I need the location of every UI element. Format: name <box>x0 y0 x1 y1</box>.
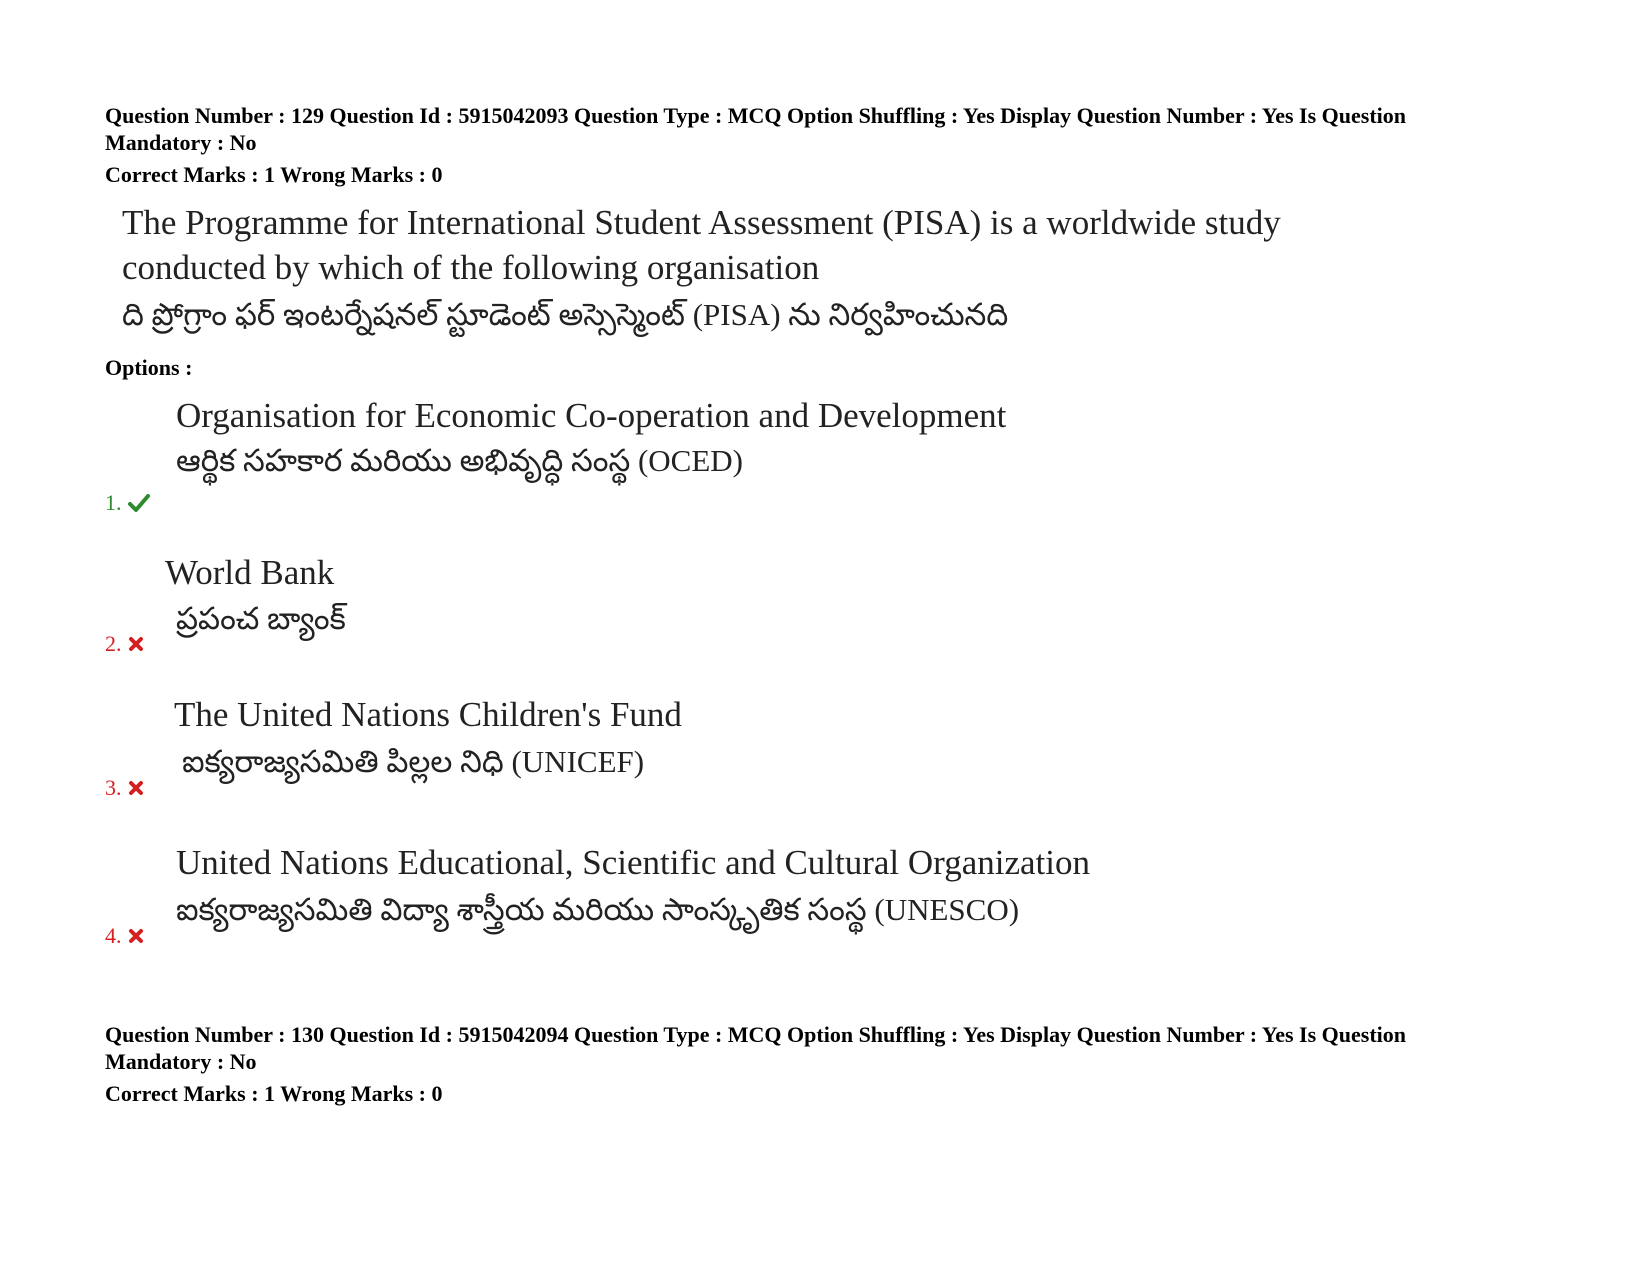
question-text-english-line1: The Programme for International Student Assessment (PISA) is a worldwide study <box>122 203 1281 242</box>
question-meta-line: Question Number : 130 Question Id : 5915042094 Question Type : MCQ Option Shuffling : Yes Display Question Number : Yes Is Question <box>105 1022 1406 1047</box>
option-1-english: Organisation for Economic Co-operation and Development <box>176 396 1007 435</box>
option-2-telugu: ప్రపంచ బ్యాంక్ <box>176 601 346 636</box>
option-2-number <box>105 631 144 657</box>
option-number-label: 4. <box>105 923 122 948</box>
option-number-label: 1. <box>105 490 122 515</box>
cross-icon <box>128 780 144 796</box>
question-129-header <box>105 102 1545 188</box>
question-text-telugu: ది ప్రోగ్రాం ఫర్ ఇంటర్నేషనల్ స్టూడెంట్ అస్సెస్మెంట్ (PISA) ను నిర్వహించునది <box>122 297 1009 332</box>
option-2-english: World Bank <box>165 553 335 592</box>
option-number-label: 3. <box>105 775 122 800</box>
question-130-header <box>105 1021 1545 1107</box>
question-mandatory-line: Mandatory : No <box>105 1049 257 1074</box>
option-1-telugu: ఆర్థిక సహకార మరియు అభివృద్ధి సంస్థ (OCED) <box>176 443 743 478</box>
question-marks-line: Correct Marks : 1 Wrong Marks : 0 <box>105 1081 443 1106</box>
option-3-english: The United Nations Children's Fund <box>174 695 682 734</box>
question-marks-line: Correct Marks : 1 Wrong Marks : 0 <box>105 162 443 187</box>
question-meta-line: Question Number : 129 Question Id : 5915042093 Question Type : MCQ Option Shuffling : Yes Display Question Number : Yes Is Question <box>105 103 1406 128</box>
question-text-english-line2: conducted by which of the following organisation <box>122 248 820 287</box>
option-3-number <box>105 775 144 801</box>
option-4-number <box>105 923 144 949</box>
option-4-english: United Nations Educational, Scientific and Cultural Organization <box>176 843 1090 882</box>
option-4-telugu: ఐక్యరాజ్యసమితి విద్యా శాస్త్రీయ మరియు సాంస్కృతిక సంస్థ (UNESCO) <box>176 892 1020 927</box>
option-number-label: 2. <box>105 631 122 656</box>
option-1-number <box>105 490 150 516</box>
options-label: Options : <box>105 355 193 380</box>
cross-icon <box>128 928 144 944</box>
check-icon <box>128 493 150 513</box>
cross-icon <box>128 636 144 652</box>
option-3-telugu: ఐక్యరాజ్యసమితి పిల్లల నిధి (UNICEF) <box>182 744 645 779</box>
question-mandatory-line: Mandatory : No <box>105 130 257 155</box>
